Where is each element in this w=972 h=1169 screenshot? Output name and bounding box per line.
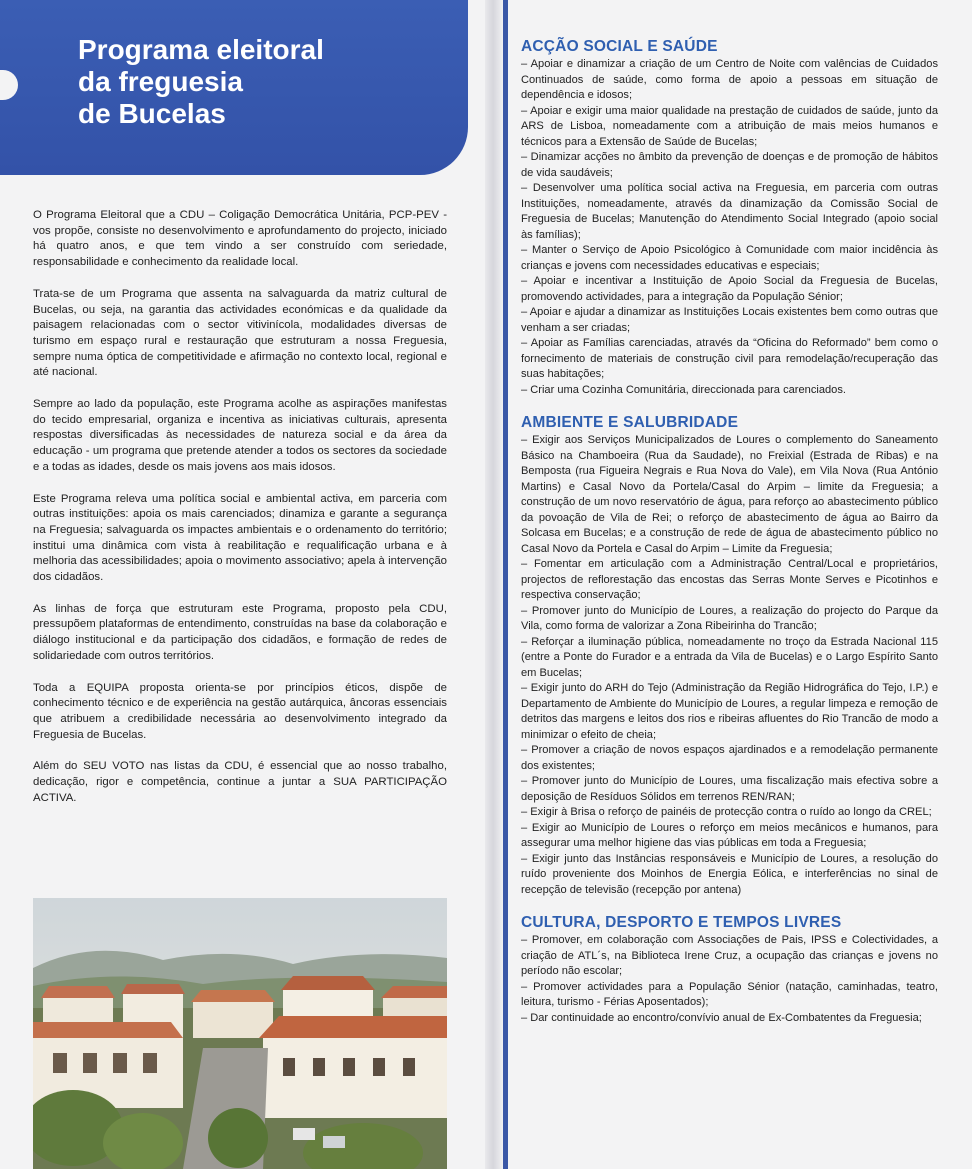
section-accao-social-saude: [521, 38, 938, 398]
list-item: – Promover, em colaboração com Associações de Pais, IPSS e Colectividades, a criação de ATL´s, na Biblioteca Irene Cruz, a ocupação das crianças e jovens no período não escolar;: [521, 934, 938, 977]
list-item: – Promover junto do Município de Loures, uma fiscalização mais efectiva sobre a deposição de Resíduos Sólidos em terrenos REN/RAN;: [521, 775, 938, 803]
list-item: – Exigir à Brisa o reforço de painéis de protecção contra o ruído ao longo da CREL;: [521, 806, 932, 818]
list-item: – Exigir junto das Instâncias responsáveis e Município de Loures, a resolução do ruído proveniente dos Moinhos de Energia Eólica, e interferências no sinal de recepção de televisão (recepção por antena): [521, 852, 938, 896]
section-heading: ACÇÃO SOCIAL E SAÚDE: [521, 38, 718, 55]
title-banner: [0, 0, 468, 175]
section-cultura-desporto: [521, 914, 938, 1026]
list-item: – Apoiar e dinamizar a criação de um Centro de Noite com valências de Cuidados Continuados de saúde, como forma de apoio a pessoas em situação de dependência e idosos;: [521, 58, 938, 101]
list-item: – Desenvolver uma política social activa na Freguesia, em parceria com outras Instituições, nomeadamente, através da dinamização da Comissão Social de Freguesia de Bucelas; Manutenção do Atendimento Social Integrado (apoio social às famílias);: [521, 182, 938, 241]
bucelas-town-view-image: [33, 898, 447, 1169]
intro-paragraph: Sempre ao lado da população, este Programa acolhe as aspirações manifestas do tecido empresarial, organiza e incentiva as iniciativas culturais, apresenta respostas diversificadas às necessidades de natureza social e da área da educação - um programa que pretende atender a todos os sectores da sociedade e a todas as idades, desde os mais jovens aos mais idosos.: [33, 398, 447, 473]
list-item: – Exigir ao Município de Loures o reforço em meios mecânicos e humanos, para assegurar uma melhor higiene das vias públicas em toda a Freguesia;: [521, 821, 938, 849]
list-item: – Promover junto do Município de Loures, a realização do projecto do Parque da Vila, como forma de valorizar a Zona Ribeirinha do Trancão;: [521, 604, 938, 632]
title-line-2: da freguesia: [78, 66, 243, 98]
list-item: – Manter o Serviço de Apoio Psicológico à Comunidade com maior incidência às crianças e jovens com necessidades educativas e especiais;: [521, 244, 938, 272]
town-photo: [33, 898, 447, 1169]
intro-paragraph: Trata-se de um Programa que assenta na salvaguarda da matriz cultural de Bucelas, ou seja, na garantia das actividades económicas e da qualidade da paisagem relacionadas com o sector vitivinícola, modalidades diversas de turismo em espaço rural e restauração que estruturam a nossa Freguesia, sempre numa óptica de competitividade e afirmação no contexto local, regional e até nacional.: [33, 287, 447, 379]
title-line-1: Programa eleitoral: [78, 34, 324, 65]
programme-sections: [521, 38, 938, 1042]
list-item: – Apoiar e exigir uma maior qualidade na prestação de cuidados de saúde, junto da ARS de Lisboa, nomeadamente com a atribuição de mais meios humanos e técnicos para a Extensão de Saúde de Bucelas;: [521, 104, 938, 148]
intro-paragraph: Toda a EQUIPA proposta orienta-se por princípios éticos, dispõe de conhecimento técnico e de experiência na gestão autárquica, âncoras essenciais que atribuem a credibilidade necessária ao desenvolvimento integrado da Freguesia de Bucelas.: [33, 681, 447, 741]
list-item: – Criar uma Cozinha Comunitária, direccionada para carenciados.: [521, 383, 846, 396]
page-fold: [485, 0, 503, 1169]
list-item: – Exigir junto do ARH do Tejo (Administração da Região Hidrográfica do Tejo, I.P.) e Departamento de Ambiente do Município de Loures, a regular limpeza e remoção de detritos das margens e leitos dos rios e ribeiras afluentes do Rio Trancão de modo a minimizar o efeito de cheia;: [521, 682, 938, 741]
section-heading: CULTURA, DESPORTO E TEMPOS LIVRES: [521, 914, 842, 931]
list-item: – Promover actividades para a População Sénior (natação, caminhadas, teatro, leitura, turismo - Férias Aposentados);: [521, 980, 938, 1008]
list-item: – Apoiar e incentivar a Instituição de Apoio Social da Freguesia de Bucelas, promovendo actividades, para a integração da População Sénior;: [521, 275, 938, 303]
section-heading: AMBIENTE E SALUBRIDADE: [521, 414, 739, 431]
intro-text: [33, 208, 447, 823]
list-item: – Apoiar as Famílias carenciadas, através da “Oficina do Reformado” bem como o fornecimento de materiais de construção civil para remodelação/recuperação das suas habitações;: [521, 337, 938, 380]
list-item: – Dinamizar acções no âmbito da prevenção de doenças e de promoção de hábitos de vida saudáveis;: [521, 151, 938, 179]
list-item: – Fomentar em articulação com a Administração Central/Local e proprietários, projectos de reflorestação das encostas das Serras Monte Serves e Picotinhos e respectiva conservação;: [521, 558, 938, 601]
blue-edge-strip: [503, 0, 508, 1169]
intro-paragraph: O Programa Eleitoral que a CDU – Coligação Democrática Unitária, PCP-PEV - vos propõe, consiste no desenvolvimento e aprofundamento do projecto, iniciado há quatro anos, e que tem vindo a ser construído com seriedade, responsabilidade e conhecimento da realidade local.: [33, 209, 447, 269]
intro-paragraph: Este Programa releva uma política social e ambiental activa, em parceria com outras instituições: apoia os mais carenciados; dinamiza e garante a segurança na Freguesia; salvaguarda os impactes ambientais e o ordenamento do território; institui uma dinâmica com vista à reabilitação e requalificação urbana e à melhoria das acessibilidades; apoia o movimento associativo; apela à intervenção dos cidadãos.: [33, 492, 447, 584]
list-item: – Apoiar e ajudar a dinamizar as Instituições Locais existentes bem como outras que venham a ser criadas;: [521, 306, 938, 334]
list-item: – Reforçar a iluminação pública, nomeadamente no troço da Estrada Nacional 115 (entre a Ponte do Furador e a entrada da Vila de Bucelas) e o Largo Espírito Santo em Bucelas;: [521, 635, 938, 679]
list-item: – Promover a criação de novos espaços ajardinados e a remodelação permanente dos existentes;: [521, 744, 938, 772]
page-title: [78, 34, 324, 131]
section-ambiente-salubridade: [521, 414, 938, 898]
intro-paragraph: As linhas de força que estruturam este Programa, proposto pela CDU, pressupõem plataformas de entendimento, construídas na base da colaboração e diálogo institucional e da participação dos cidadãos, e formação de redes de solidariedade com outros territórios.: [33, 602, 447, 662]
title-line-3: de Bucelas: [78, 98, 226, 130]
list-item: – Dar continuidade ao encontro/convívio anual de Ex-Combatentes da Freguesia;: [521, 1011, 922, 1024]
intro-paragraph: Além do SEU VOTO nas listas da CDU, é essencial que ao nosso trabalho, dedicação, rigor e competência, continue a juntar a SUA PARTICIPAÇÃO ACTIVA.: [33, 760, 447, 804]
list-item: – Exigir aos Serviços Municipalizados de Loures o complemento do Saneamento Básico na Chamboeira (Rua da Saudade), no Freixial (Estrada de Ribas) e na Bemposta (rua Figueira Negrais e Rua Nova do Vale), em Vila Nova (Rua António Martins) e Casal Novo da Portela/Casal do Arpim – limite da Freguesia; a construção de um novo reservatório de água, para reforço ao abastecimento público da povoação de Vila de Rei; o reforço de abastecimento de água ao Bairro da Solcasa em Bucelas; e a construção de rede de água de abastecimento público no Casal Novo da Portela e Casal do Arpim – Limite da Freguesia;: [521, 434, 938, 555]
